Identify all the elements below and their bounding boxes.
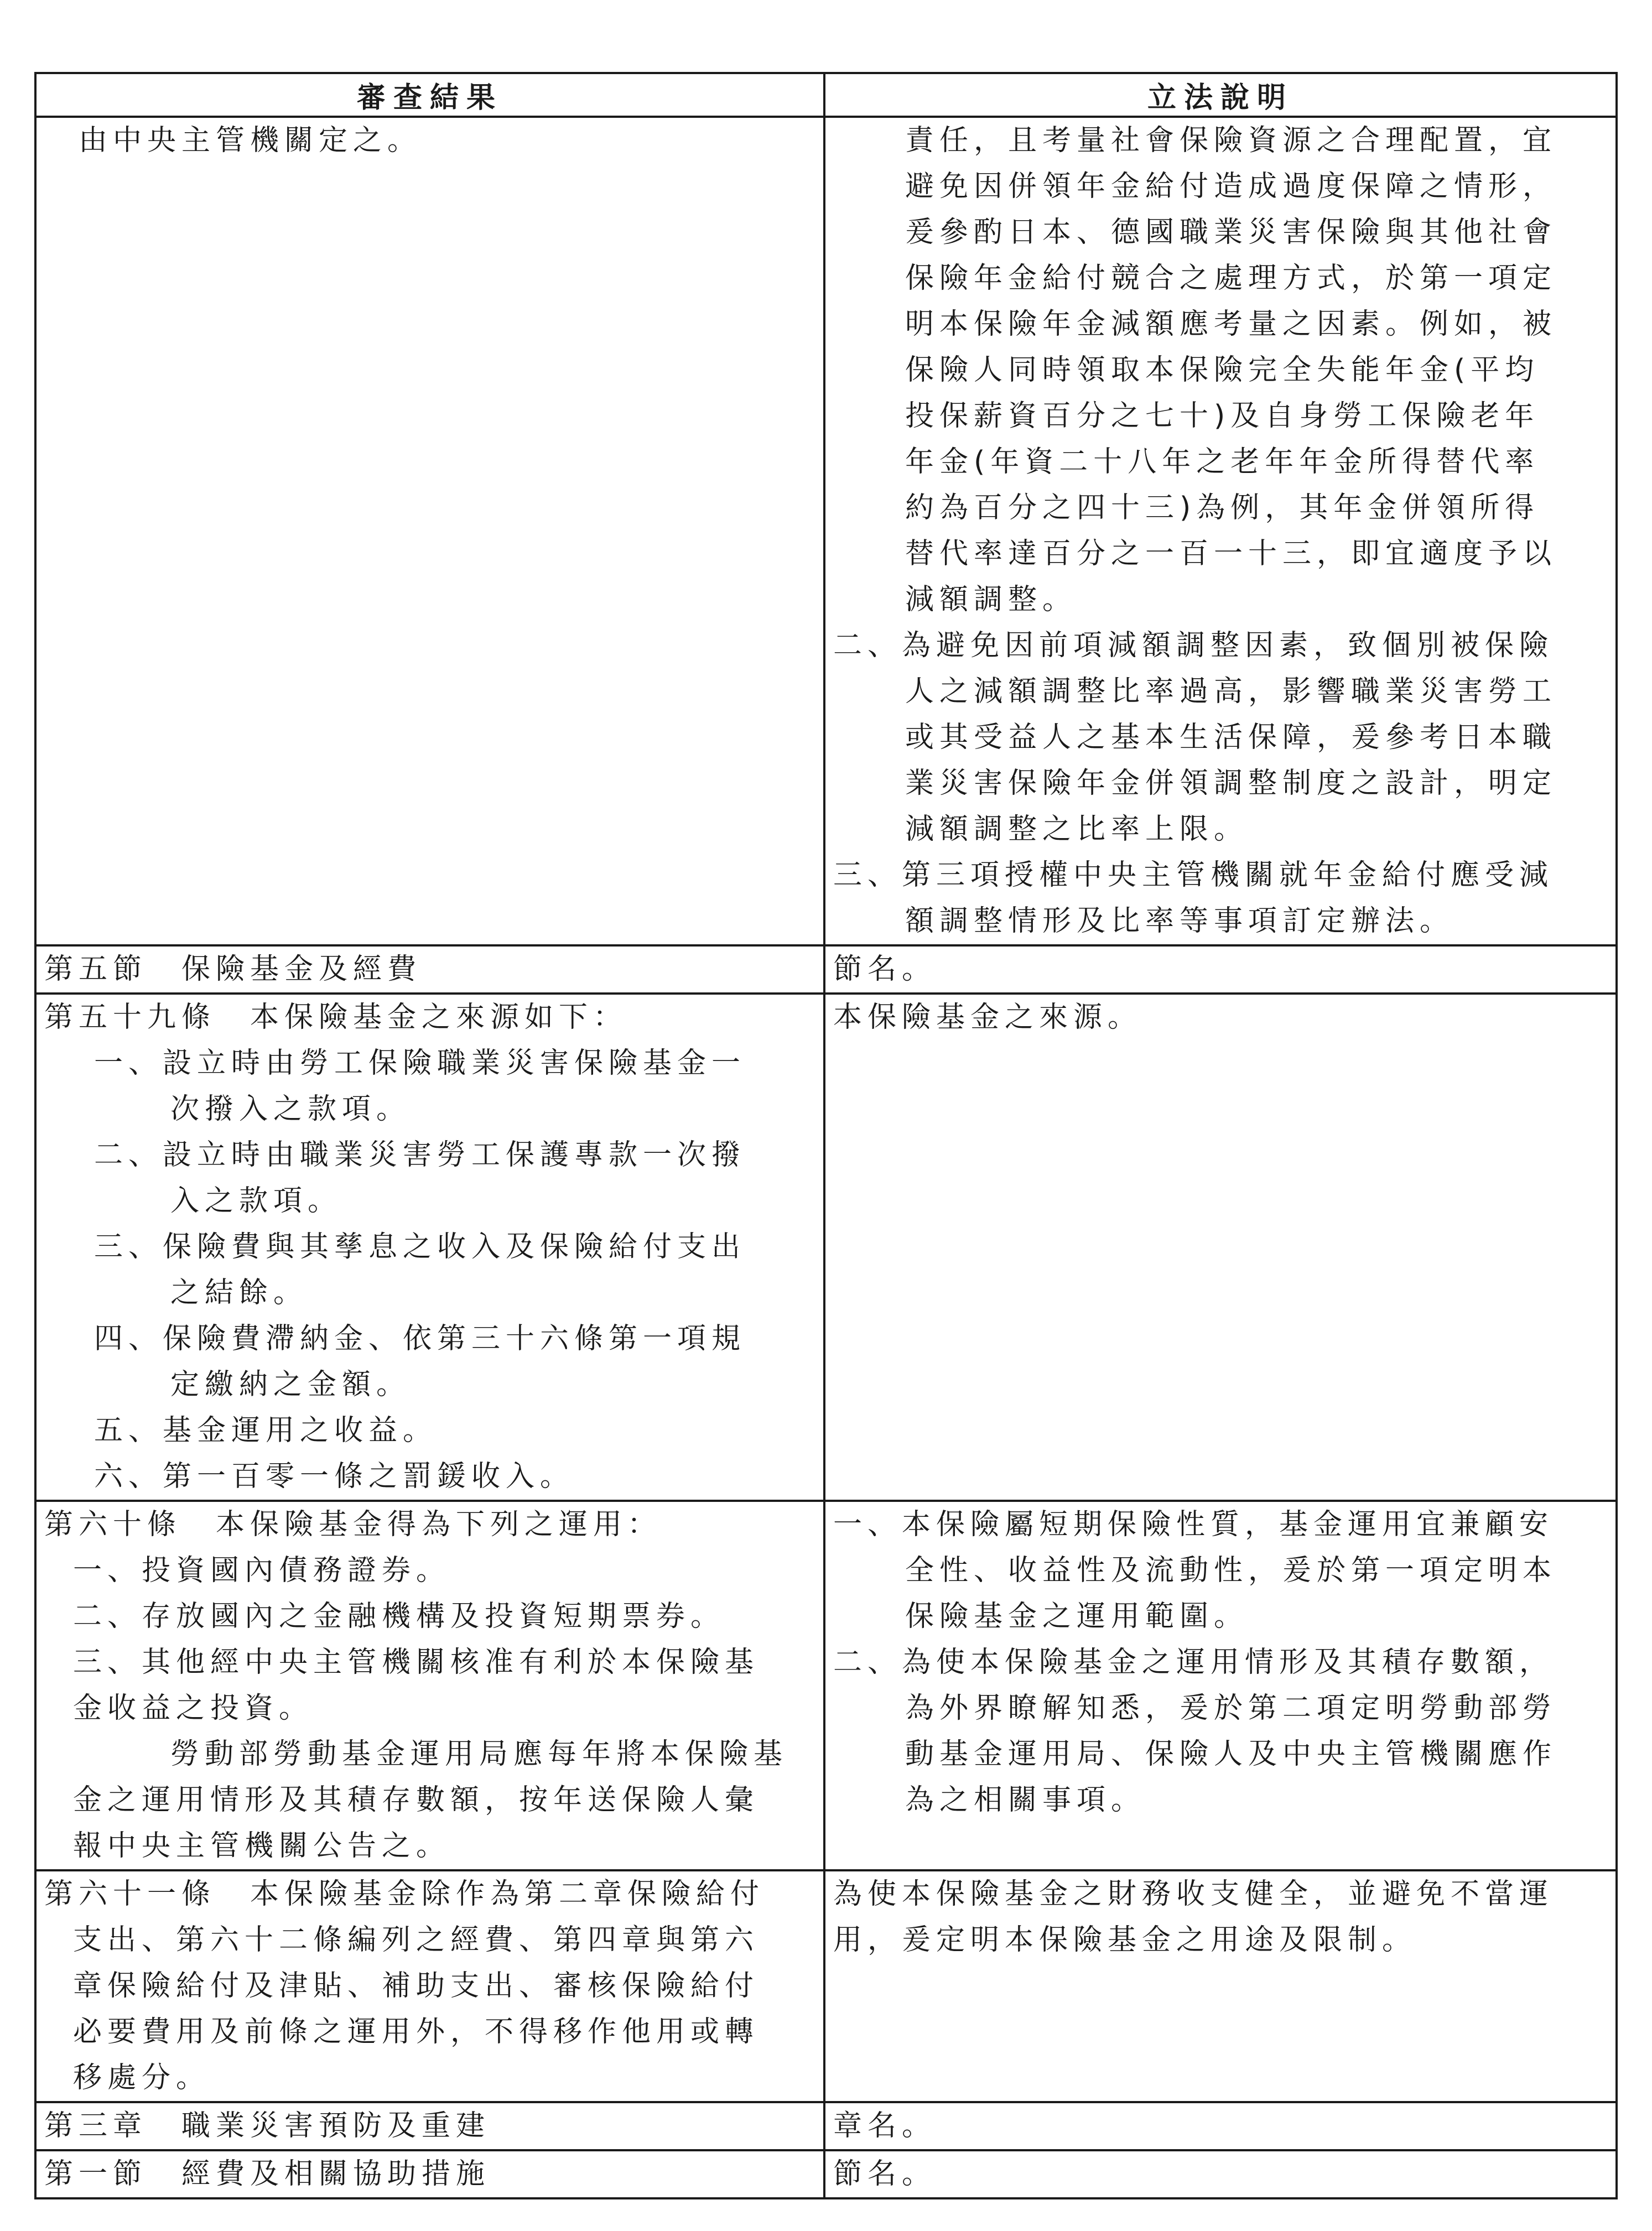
cell-right [824, 994, 1617, 1501]
text-line: 由中央主管機關定之。 [79, 124, 422, 157]
text-line: 定繳納之金額。 [170, 1368, 411, 1401]
table-row [35, 994, 1617, 1501]
item-text: 第一百零一條之罰鍰收入。 [163, 1460, 575, 1493]
item-number: 一、 [73, 1554, 142, 1587]
list-item [44, 1454, 815, 1500]
item-text: 保險費與其孳息之收入及保險給付支出 [163, 1230, 746, 1263]
list-item [44, 1041, 815, 1086]
item-number: 一、 [94, 1047, 163, 1080]
item-text: 存放國內之金融機構及投資短期票券。 [142, 1600, 725, 1633]
item-number: 二、 [833, 629, 902, 662]
cell-right [824, 1870, 1617, 2102]
cell-left [35, 2102, 824, 2150]
text-line: 節名。 [833, 2157, 937, 2191]
list-item [44, 1408, 815, 1454]
table-row [35, 1870, 1617, 2102]
comparison-table [34, 72, 1618, 2199]
text-line: 人之減額調整比率過高，影響職業災害勞工 [905, 675, 1557, 708]
item-number: 三、 [833, 859, 902, 892]
cell-right [824, 1501, 1617, 1870]
list-item [44, 1316, 815, 1362]
text-line: 必要費用及前條之運用外，不得移作他用或轉 [73, 2015, 760, 2048]
text-line: 為之相關事項。 [905, 1783, 1146, 1817]
text-line: 章保險給付及津貼、補助支出、審核保險給付 [73, 1969, 760, 2003]
text-line: 保險人同時領取本保險完全失能年金(平均 [905, 353, 1540, 387]
text-line: 投保薪資百分之七十)及自身勞工保險老年 [905, 399, 1540, 433]
article-title: 第六十一條 本保險基金除作為第二章保險給付 [44, 1878, 765, 1911]
text-line: 保險基金之運用範圍。 [905, 1600, 1249, 1633]
text-line: 避免因併領年金給付造成過度保障之情形， [905, 170, 1557, 203]
text-line: 節名。 [833, 953, 937, 986]
text-line: 全性、收益性及流動性，爰於第一項定明本 [905, 1554, 1557, 1587]
text-line: 業災害保險年金併領調整制度之設計，明定 [905, 767, 1557, 800]
table-row [35, 2102, 1617, 2150]
text-line: 保險年金給付競合之處理方式，於第一項定 [905, 262, 1557, 295]
item-number: 二、 [73, 1600, 142, 1633]
cell-right [824, 117, 1617, 945]
item-number: 二、 [94, 1138, 163, 1172]
cell-left [35, 945, 824, 994]
item-number: 四、 [94, 1322, 163, 1355]
item-number: 一、 [833, 1508, 902, 1541]
cell-left [35, 2150, 824, 2198]
list-item [833, 852, 1608, 898]
item-number: 五、 [94, 1414, 163, 1447]
cell-right [824, 945, 1617, 994]
text-line: 年金(年資二十八年之老年年金所得替代率 [905, 445, 1540, 479]
cell-left [35, 994, 824, 1501]
text-line: 本保險基金之來源。 [833, 1001, 1142, 1034]
list-item [44, 1224, 815, 1270]
article-title: 第六十條 本保險基金得為下列之運用： [44, 1508, 662, 1541]
text-line: 明本保險年金減額應考量之因素。例如，被 [905, 308, 1557, 341]
item-number: 三、 [73, 1646, 142, 1679]
table-row [35, 2150, 1617, 2198]
text-line: 為外界瞭解知悉，爰於第二項定明勞動部勞 [905, 1692, 1557, 1725]
item-text: 基金運用之收益。 [163, 1414, 438, 1447]
paragraph-line: 報中央主管機關公告之。 [73, 1829, 451, 1863]
text-line: 責任，且考量社會保險資源之合理配置，宜 [905, 124, 1557, 157]
list-item [44, 1640, 815, 1686]
item-number: 二、 [833, 1646, 902, 1679]
cell-right [824, 2102, 1617, 2150]
text-line: 或其受益人之基本生活保障，爰參考日本職 [905, 721, 1557, 754]
item-text: 本保險屬短期保險性質，基金運用宜兼顧安 [902, 1508, 1554, 1541]
text-line: 減額調整之比率上限。 [905, 813, 1249, 846]
text-line: 移處分。 [73, 2061, 211, 2094]
text-line: 額調整情形及比率等事項訂定辦法。 [905, 904, 1454, 938]
item-number: 六、 [94, 1460, 163, 1493]
list-item [833, 623, 1608, 669]
table-header-row [35, 73, 1617, 117]
chapter-title: 第三章 職業災害預防及重建 [44, 2109, 491, 2142]
text-line: 為使本保險基金之財務收支健全，並避免不當運 [833, 1878, 1554, 1911]
text-line: 支出、第六十二條編列之經費、第四章與第六 [73, 1923, 760, 1957]
table-row [35, 1501, 1617, 1870]
text-line: 替代率達百分之一百一十三，即宜適度予以 [905, 537, 1557, 570]
cell-left [35, 117, 824, 945]
article-title: 第五十九條 本保險基金之來源如下： [44, 1001, 628, 1034]
text-line: 章名。 [833, 2109, 937, 2142]
item-text: 其他經中央主管機關核准有利於本保險基 [142, 1646, 760, 1679]
cell-left [35, 1870, 824, 2102]
paragraph-line: 金之運用情形及其積存數額，按年送保險人彙 [73, 1783, 760, 1817]
text-line: 約為百分之四十三)為例，其年金併領所得 [905, 491, 1540, 524]
text-line: 動基金運用局、保險人及中央主管機關應作 [905, 1738, 1557, 1771]
item-text: 第三項授權中央主管機關就年金給付應受減 [902, 859, 1554, 892]
text-line: 爰參酌日本、德國職業災害保險與其他社會 [905, 216, 1557, 249]
text-line: 金收益之投資。 [73, 1692, 314, 1725]
list-item [833, 1640, 1608, 1686]
item-text: 為避免因前項減額調整因素，致個別被保險 [902, 629, 1554, 662]
item-text: 投資國內債務證券。 [142, 1554, 451, 1587]
text-line: 入之款項。 [170, 1184, 342, 1218]
cell-left [35, 1501, 824, 1870]
section-title: 第一節 經費及相關協助措施 [44, 2157, 491, 2191]
item-text: 設立時由職業災害勞工保護專款一次撥 [163, 1138, 746, 1172]
list-item [44, 1132, 815, 1178]
list-item [44, 1594, 815, 1640]
item-text: 設立時由勞工保險職業災害保險基金一 [163, 1047, 746, 1080]
item-text: 為使本保險基金之運用情形及其積存數額， [902, 1646, 1554, 1679]
header-review-result: 審查結果 [35, 73, 824, 117]
text-line: 用，爰定明本保險基金之用途及限制。 [833, 1923, 1417, 1957]
cell-right [824, 2150, 1617, 2198]
list-item [44, 1548, 815, 1594]
header-legislative-explanation: 立法說明 [824, 73, 1617, 117]
table-row [35, 117, 1617, 945]
item-number: 三、 [94, 1230, 163, 1263]
paragraph-line: 勞動部勞動基金運用局應每年將本保險基 [170, 1738, 788, 1771]
item-text: 保險費滯納金、依第三十六條第一項規 [163, 1322, 746, 1355]
text-line: 次撥入之款項。 [170, 1093, 411, 1126]
text-line: 之結餘。 [170, 1276, 308, 1309]
section-title: 第五節 保險基金及經費 [44, 953, 422, 986]
list-item [833, 1502, 1608, 1548]
table-row [35, 945, 1617, 994]
text-line: 減額調整。 [905, 583, 1077, 616]
